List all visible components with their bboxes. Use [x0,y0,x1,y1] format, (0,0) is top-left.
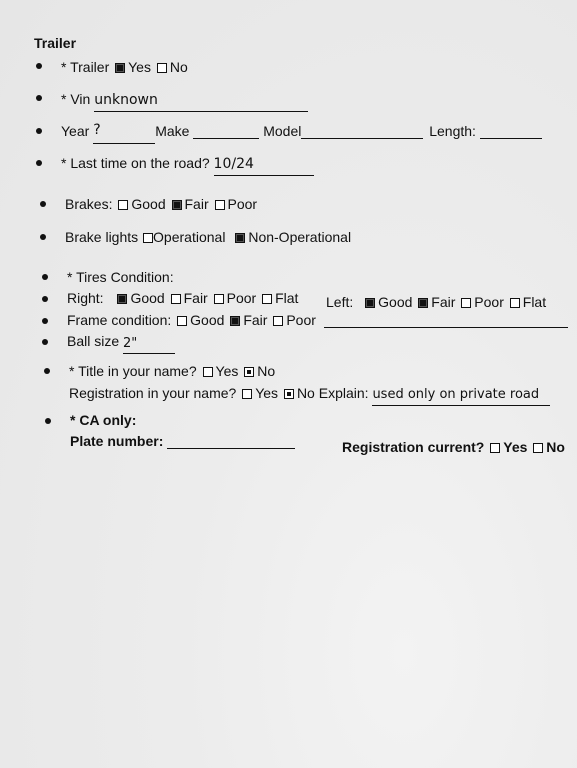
year-label: Year [61,123,90,139]
brakes-fair-label: Fair [184,196,209,212]
length-label: Length: [429,123,476,139]
plate-label: Plate number: [70,433,164,449]
brakes-poor-label: Poor [227,196,258,212]
year-value: ? [93,122,101,138]
trailer-no-checkbox[interactable] [157,63,167,73]
tires-left-fair-checkbox[interactable] [418,298,428,308]
tires-left-good-checkbox[interactable] [365,298,375,308]
bullet [40,201,46,207]
brake-lights-operational-checkbox[interactable] [143,233,153,243]
tires-right-good-label: Good [130,290,165,306]
registration-no-checkbox[interactable] [284,389,294,399]
registration-explain-value: used only on private road [372,387,540,402]
registration-explain-field[interactable] [372,388,550,406]
bullet [40,234,46,240]
bullet [42,274,48,280]
vin-label: * Vin [61,91,91,107]
frame-poor-label: Poor [286,312,316,328]
bullet [42,296,48,302]
last-time-value: 10/24 [213,156,254,172]
brakes-good-checkbox[interactable] [118,200,128,210]
title-yes-label: Yes [215,363,239,379]
tires-right-fair-checkbox[interactable] [171,294,181,304]
last-time-label: * Last time on the road? [61,155,210,171]
vin-value: unknown [94,92,158,108]
brake-lights-operational-label: Operational [153,229,226,245]
bullet [36,95,42,101]
frame-fair-checkbox[interactable] [230,316,240,326]
tires-left-group [326,294,546,310]
ball-value: 2" [123,336,138,351]
tires-right-label: Right: [67,290,104,306]
tires-left-poor-label: Poor [474,294,504,310]
tires-left-label: Left: [326,294,354,310]
trailer-label: * Trailer [61,59,110,75]
tires-right-group [67,290,298,306]
registration-label: Registration in your name? [69,385,237,401]
last-time-field[interactable] [214,158,314,176]
vin-field[interactable] [94,94,308,112]
ball-label: Ball size [67,333,120,349]
bullet [42,318,48,324]
reg-current-yes-checkbox[interactable] [490,443,500,453]
frame-good-label: Good [190,312,225,328]
frame-good-checkbox[interactable] [177,316,187,326]
title-label: * Title in your name? [69,363,197,379]
ball-field[interactable] [123,336,175,354]
model-label: Model [263,123,302,139]
section-title: Trailer [34,35,77,51]
registration-row [69,385,550,406]
bullet [45,418,51,424]
last-time-row [61,155,314,176]
title-no-label: No [257,363,276,379]
bullet [44,368,50,374]
tires-title: * Tires Condition: [67,269,174,285]
length-field[interactable] [480,138,542,139]
tires-right-poor-label: Poor [226,290,257,306]
tires-left-flat-label: Flat [522,294,547,310]
bullet [36,63,42,69]
title-row [69,363,275,379]
vin-row [61,91,308,112]
trailer-yes-checkbox[interactable] [115,63,125,73]
ca-only-title: * CA only: [70,412,137,428]
frame-poor-checkbox[interactable] [273,316,283,326]
registration-explain-label: Explain: [318,385,369,401]
trailer-yes-label: Yes [128,59,151,75]
year-field[interactable] [93,122,155,144]
tires-right-fair-label: Fair [183,290,208,306]
brakes-fair-checkbox[interactable] [172,200,182,210]
title-yes-checkbox[interactable] [203,367,213,377]
tires-right-good-checkbox[interactable] [117,294,127,304]
make-field[interactable] [193,138,259,139]
brakes-row [65,196,257,212]
tires-right-flat-checkbox[interactable] [262,294,272,304]
brakes-poor-checkbox[interactable] [215,200,225,210]
tires-right-poor-checkbox[interactable] [214,294,224,304]
frame-fair-label: Fair [243,312,268,328]
brake-lights-label: Brake lights [65,229,139,245]
reg-current-label: Registration current? [342,439,485,455]
model-field[interactable] [301,138,423,139]
brake-lights-non-operational-checkbox[interactable] [235,233,245,243]
tires-right-flat-label: Flat [275,290,299,306]
reg-current-no-checkbox[interactable] [533,443,543,453]
frame-notes-field[interactable] [324,327,568,328]
ball-row [67,333,175,354]
frame-label: Frame condition: [67,312,172,328]
bullet [36,128,42,134]
tires-left-good-label: Good [378,294,413,310]
bullet [36,160,42,166]
trailer-no-label: No [169,59,188,75]
make-label: Make [155,123,190,139]
plate-row [70,433,295,449]
year-row [61,123,542,144]
frame-row [67,312,568,328]
brake-lights-row [65,229,351,245]
reg-current-no-label: No [546,439,565,455]
tires-left-fair-label: Fair [431,294,456,310]
tires-left-flat-checkbox[interactable] [510,298,520,308]
bullet [42,339,48,345]
plate-field[interactable] [167,448,295,449]
registration-yes-checkbox[interactable] [242,389,252,399]
title-no-checkbox[interactable] [244,367,254,377]
brakes-good-label: Good [131,196,166,212]
brakes-label: Brakes: [65,196,113,212]
tires-left-poor-checkbox[interactable] [461,298,471,308]
reg-current-yes-label: Yes [503,439,528,455]
registration-yes-label: Yes [255,385,279,401]
brake-lights-non-operational-label: Non-Operational [248,229,352,245]
reg-current-row [342,439,565,455]
trailer-row [61,59,188,75]
registration-no-label: No [296,385,315,401]
